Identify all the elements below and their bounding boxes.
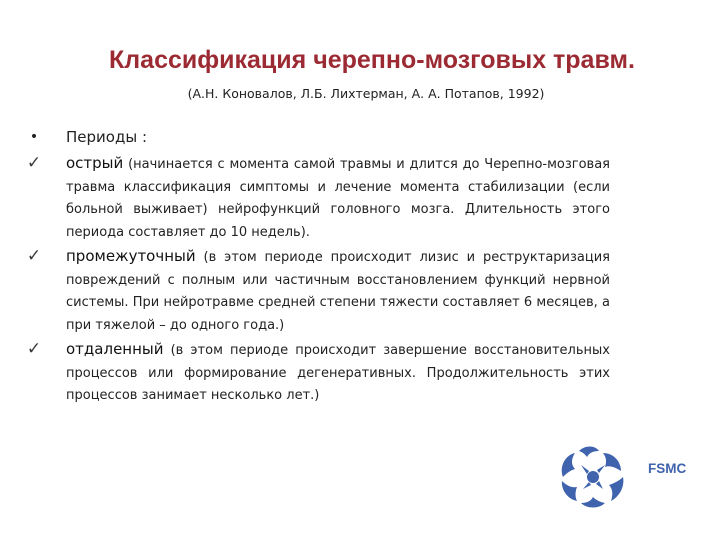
checkmark-icon: ✓ <box>26 339 42 359</box>
content-list <box>26 126 610 409</box>
logo-text: FSMC <box>648 461 687 476</box>
slide-title: Классификация черепно-мозговых травм. <box>109 46 635 74</box>
list-item-acute <box>26 152 610 244</box>
description-acute: (начинается с момента самой травмы и длится до Черепно-мозговая травма классификация симптомы и лечение момента стабилизации (если больной выживает) нейрофункций головного мозга. Длительность этого периода составляет до 10 недель). <box>66 157 611 240</box>
bullet-icon: • <box>29 129 39 145</box>
term-acute: острый <box>66 154 124 172</box>
description-remote: (в этом периоде происходит завершение восстановительных процессов или формирование дегенеративных. Продолжительность этих процессов занимает несколько лет.) <box>66 343 610 403</box>
term-intermediate: промежуточный <box>66 247 196 265</box>
description-intermediate: (в этом периоде происходит лизис и реструктаризация повреждений с полным или частичным восстановлением функций нервной системы. При нейротравме средней степени тяжести составляет 6 месяцев, а при тяжелой – до одного года.) <box>66 250 611 333</box>
periods-label: Периоды : <box>66 128 147 146</box>
slide-subtitle: (А.Н. Коновалов, Л.Б. Лихтерман, А. А. Потапов, 1992) <box>187 86 545 101</box>
list-item-intermediate <box>26 245 610 337</box>
checkmark-icon: ✓ <box>26 153 42 173</box>
term-remote: отдаленный <box>66 340 164 358</box>
checkmark-icon: ✓ <box>26 246 42 266</box>
periods-heading <box>26 126 610 148</box>
list-item-remote <box>26 338 610 408</box>
fsmc-logo-icon <box>553 443 633 513</box>
